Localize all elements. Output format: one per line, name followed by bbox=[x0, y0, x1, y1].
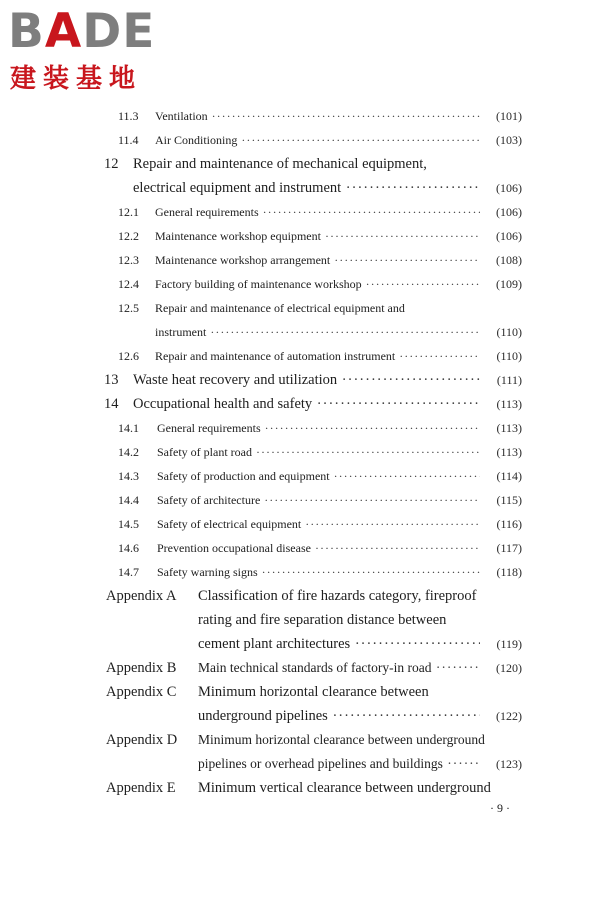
toc-entry-14-6 bbox=[0, 536, 600, 560]
toc-entry-appendix-c-cont bbox=[0, 704, 600, 728]
toc-title: Maintenance workshop equipment ····· bbox=[155, 224, 480, 248]
toc-number: 14.6 bbox=[118, 541, 139, 555]
logo-letter-b: B bbox=[8, 4, 45, 59]
toc-page: (123) bbox=[496, 757, 522, 771]
toc-title: Occupational health and safety ····· bbox=[133, 392, 480, 416]
toc-entry-12-5 bbox=[0, 296, 600, 320]
toc-entry-14-2 bbox=[0, 440, 600, 464]
toc-title: cement plant architectures ····· bbox=[198, 632, 480, 656]
toc-page: (116) bbox=[496, 517, 522, 531]
toc-number: 14.5 bbox=[118, 517, 139, 531]
toc-page: (106) bbox=[496, 205, 522, 219]
toc-page: (110) bbox=[496, 349, 522, 363]
toc-entry-12-5-cont bbox=[0, 320, 600, 344]
toc-number: 14.2 bbox=[118, 445, 139, 459]
toc-entry-12-1 bbox=[0, 200, 600, 224]
toc-page: (103) bbox=[496, 133, 522, 147]
toc-number: Appendix A bbox=[106, 588, 177, 604]
page-number: · 9 · bbox=[490, 801, 510, 815]
toc-title: General requirements ····· bbox=[157, 416, 480, 440]
toc-page: (106) bbox=[496, 229, 522, 243]
toc-page: (108) bbox=[496, 253, 522, 267]
toc-page: (119) bbox=[496, 637, 522, 651]
toc-title: Classification of fire hazards category, fireproof bbox=[198, 588, 477, 604]
toc-entry-appendix-a-cont-2 bbox=[0, 632, 600, 656]
toc-title: Factory building of maintenance workshop ····· bbox=[155, 272, 480, 296]
toc-title: Ventilation ····· bbox=[155, 104, 480, 128]
logo-letter-e: E bbox=[122, 4, 156, 59]
toc-title: underground pipelines ····· bbox=[198, 704, 480, 728]
logo-letter-d: D bbox=[82, 4, 123, 59]
toc-title: General requirements ····· bbox=[155, 200, 480, 224]
toc-title: Minimum vertical clearance between underground bbox=[198, 780, 491, 796]
toc-title: Safety of architecture ····· bbox=[157, 488, 480, 512]
toc-title: Safety warning signs ····· bbox=[157, 560, 480, 584]
toc-number: 12.5 bbox=[118, 301, 139, 315]
logo-subtitle: 建装基地 bbox=[10, 64, 143, 94]
toc-number: 14 bbox=[104, 396, 119, 412]
toc-number: 13 bbox=[104, 372, 119, 388]
toc-entry-12 bbox=[0, 152, 600, 176]
toc-title: Waste heat recovery and utilization ····· bbox=[133, 368, 480, 392]
toc-page: (118) bbox=[496, 565, 522, 579]
toc-entry-12-cont bbox=[0, 176, 600, 200]
toc-entry-14-1 bbox=[0, 416, 600, 440]
toc-number: 11.3 bbox=[118, 109, 139, 123]
toc-title: Repair and maintenance of electrical equipment and bbox=[155, 301, 405, 315]
toc-title: Main technical standards of factory-in road ····· bbox=[198, 656, 480, 680]
toc-number: 12.4 bbox=[118, 277, 139, 291]
toc-entry-appendix-e bbox=[0, 776, 600, 800]
toc-number: 12.3 bbox=[118, 253, 139, 267]
toc-title: Minimum horizontal clearance between underground bbox=[198, 732, 485, 747]
toc-entry-14 bbox=[0, 392, 600, 416]
toc-page: (106) bbox=[496, 181, 522, 195]
toc-entry-appendix-d bbox=[0, 728, 600, 752]
toc-page: (113) bbox=[496, 421, 522, 435]
toc-title: Minimum horizontal clearance between bbox=[198, 684, 429, 700]
toc-title: Maintenance workshop arrangement ····· bbox=[155, 248, 480, 272]
toc-title: rating and fire separation distance between bbox=[198, 612, 447, 628]
toc-page: (113) bbox=[496, 397, 522, 411]
toc-entry-appendix-c bbox=[0, 680, 600, 704]
toc-number: Appendix C bbox=[106, 684, 177, 700]
toc-entry-12-2 bbox=[0, 224, 600, 248]
toc-number: 14.7 bbox=[118, 565, 139, 579]
toc-title: Safety of production and equipment ····· bbox=[157, 464, 480, 488]
toc-title: Safety of plant road ····· bbox=[157, 440, 480, 464]
toc-title: Repair and maintenance of mechanical equipment, bbox=[133, 156, 427, 172]
toc-page: (117) bbox=[496, 541, 522, 555]
toc-entry-appendix-a-cont-1 bbox=[0, 608, 600, 632]
toc-entry-appendix-d-cont bbox=[0, 752, 600, 776]
toc-entry-14-7 bbox=[0, 560, 600, 584]
toc-number: 12.2 bbox=[118, 229, 139, 243]
toc-title: instrument ····· bbox=[155, 320, 480, 344]
toc-page: (109) bbox=[496, 277, 522, 291]
logo-letter-a: A bbox=[44, 4, 83, 59]
toc-entry-13 bbox=[0, 368, 600, 392]
toc-number: 12.1 bbox=[118, 205, 139, 219]
toc-entry-14-3 bbox=[0, 464, 600, 488]
toc-entry-12-3 bbox=[0, 248, 600, 272]
toc-entry-12-6 bbox=[0, 344, 600, 368]
toc-page: (115) bbox=[496, 493, 522, 507]
toc-number: 12 bbox=[104, 156, 119, 172]
toc-title: electrical equipment and instrument ····· bbox=[133, 176, 480, 200]
toc-entry-11-4 bbox=[0, 128, 600, 152]
toc-page: (114) bbox=[496, 469, 522, 483]
toc-title: Air Conditioning ····· bbox=[155, 128, 480, 152]
toc-page: (120) bbox=[496, 661, 522, 675]
toc-entry-11-3 bbox=[0, 104, 600, 128]
toc-page: (110) bbox=[496, 325, 522, 339]
toc-title: Prevention occupational disease ····· bbox=[157, 536, 480, 560]
toc-number: 12.6 bbox=[118, 349, 139, 363]
toc-number: 14.1 bbox=[118, 421, 139, 435]
toc-entry-14-5 bbox=[0, 512, 600, 536]
toc-number: Appendix B bbox=[106, 660, 177, 676]
toc-entry-14-4 bbox=[0, 488, 600, 512]
toc-page: (122) bbox=[496, 709, 522, 723]
toc-title: Repair and maintenance of automation instrument ····· bbox=[155, 344, 480, 368]
toc-title: Safety of electrical equipment ····· bbox=[157, 512, 480, 536]
toc-page: (111) bbox=[496, 373, 522, 387]
toc-page: (113) bbox=[496, 445, 522, 459]
toc-title: pipelines or overhead pipelines and buildings ····· bbox=[198, 752, 480, 776]
toc-number: Appendix E bbox=[106, 780, 176, 796]
toc-entry-12-4 bbox=[0, 272, 600, 296]
toc-number: 14.3 bbox=[118, 469, 139, 483]
toc-entry-appendix-b bbox=[0, 656, 600, 680]
toc-number: Appendix D bbox=[106, 732, 178, 748]
toc-entry-appendix-a bbox=[0, 584, 600, 608]
toc-number: 11.4 bbox=[118, 133, 139, 147]
toc-number: 14.4 bbox=[118, 493, 139, 507]
toc-page: (101) bbox=[496, 109, 522, 123]
